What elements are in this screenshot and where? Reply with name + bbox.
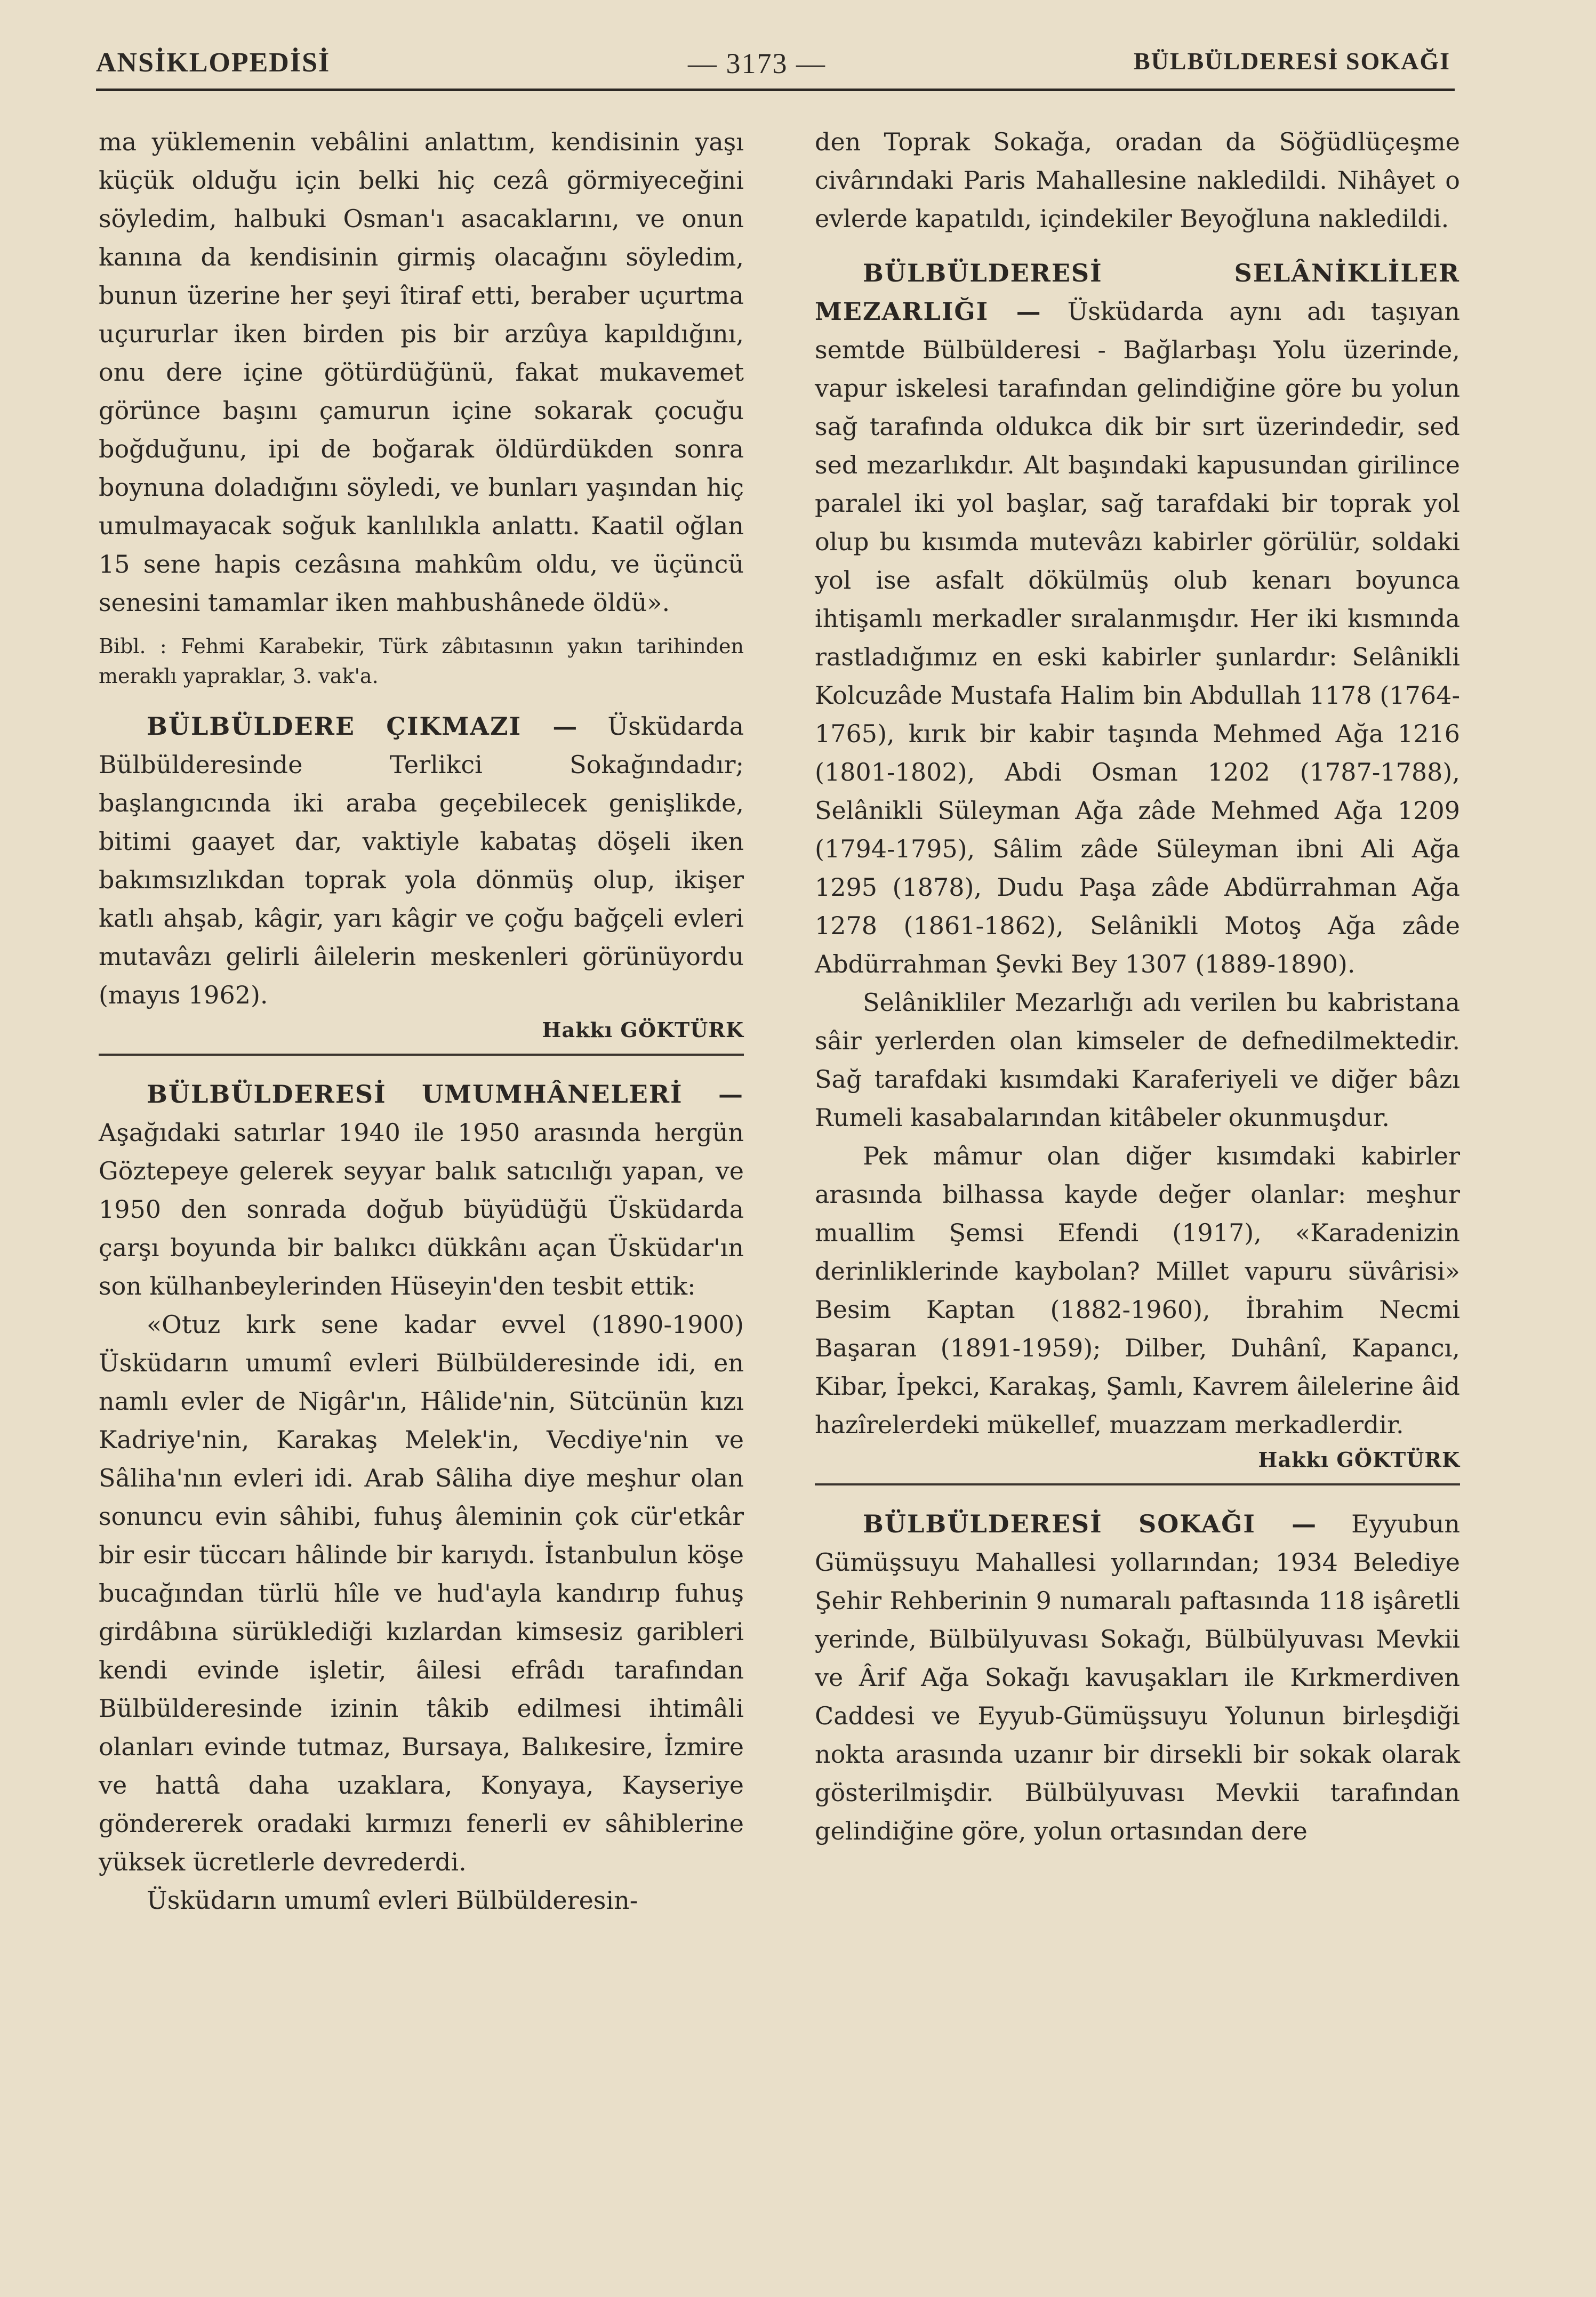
continuation-paragraph: ma yüklemenin vebâlini anlattım, kendisinin yaşı küçük olduğu için belki hiç cezâ görmiyeceğini söyledim, halbuki Osman'ı asacaklarını, ve onun kanına da kendisinin girmiş olacağını söyledim, bunun üzerine her şeyi îtiraf etti, beraber uçurtma uçururlar iken birden pis bir arzûya kapıldığını, onu dere içine götürdüğünü, fakat mukavemet görünce başını çamurun içine sokarak çocuğu boğduğunu, ipi de boğarak öldürdükden sonra boynuna doladığını söyledi, ve bunları yaşından hiç umulmayacak soğuk kanlılıkla anlattı. Kaatil oğlan 15 sene hapis cezâsına mahkûm oldu, ve üçüncü senesini tamamlar iken mahbushânede öldü». — [99, 127, 744, 617]
body-paragraph: Pek mâmur olan diğer kısımdaki kabirler arasında bilhassa kayde değer olanlar: meşhur muallim Şemsi Efendi (1917), «Karadenizin derinliklerinde kaybolan? Millet vapuru süvârisi» Besim Kaptan (1882-1960), İbrahim Necmi Başaran (1891-1959); Dilber, Duhânî, Kapancı, Kibar, İpekci, Karakaş, Şamlı, Kavrem âilelerine âid hazîrelerdeki mükellef, muazzam merkadlerdir. — [815, 1142, 1460, 1439]
body-paragraph: Selânikliler Mezarlığı adı verilen bu kabristana sâir yerlerden olan kimseler de defnedilmektedir. Sağ tarafdaki kısımdaki Karaferiyeli ve diğer bâzı Rumeli kasabalarından kitâbeler okunmuşdur. — [815, 988, 1460, 1132]
entry-text: Üsküdarda aynı adı taşıyan semtde Bülbülderesi - Bağlarbaşı Yolu üzerinde, vapur iskelesi tarafından gelindiğine göre bu yolun sağ tarafında oldukca dik bir sırt üzerindedir, sed sed mezarlıkdır. Alt başındaki kapusundan girilince paralel iki yol başlar, sağ tarafdaki bir toprak yol olup bu kısımda mutevâzı kabirler görülür, soldaki yol ise asfalt dökülmüş olub kenarı boyunca ihtişamlı merkadler sıralanmışdır. Her iki kısmında rastladığımız en eski kabirler şunlardır: Selânikli Kolcuzâde Mustafa Halim bin Abdullah 1178 (1764-1765), kırık bir kabir taşında Mehmed Ağa 1216 (1801-1802), Abdi Osman 1202 (1787-1788), Selânikli Süleyman Ağa zâde Mehmed Ağa 1209 (1794-1795), Sâlim zâde Süleyman ibni Ali Ağa 1295 (1878), Dudu Paşa zâde Abdürrahman Ağa 1278 (1861-1862), Selânikli Motoş Ağa zâde Abdürrahman Şevki Bey 1307 (1889-1890). — [815, 297, 1461, 978]
bibliography: Bibl. : Fehmi Karabekir, Türk zâbıtasının yakın tarihinden meraklı yapraklar, 3. vak'a. — [99, 635, 744, 688]
entry-headword: BÜLBÜLDERESİ UMUMHÂNELERİ — — [147, 1080, 744, 1109]
entry-bulbulderesi-sokagi — [815, 1505, 1460, 1850]
left-column — [99, 123, 744, 1919]
entry-text: Üsküdarda Bülbülderesinde Terlikci Sokağındadır; başlangıcında iki araba geçebilecek genişlikde, bitimi gaayet dar, vaktiyle kabataş döşeli iken bakımsızlıkdan toprak yola dönmüş olup, ikişer katlı ahşab, kâgir, yarı kâgir ve çoğu bağçeli evleri mutavâzı gelirli âilelerin meskenleri görünüyordu (mayıs 1962). — [99, 712, 744, 1009]
continuation-paragraph: den Toprak Sokağa, oradan da Söğüdlüçeşme civârındaki Paris Mahallesine nakledildi. Nihâyet o evlerde kapatıldı, içindekiler Beyoğluna nakledildi. — [815, 127, 1460, 233]
entry-divider — [815, 1483, 1460, 1485]
entry-bulbuldere-cikmazi — [99, 707, 744, 1014]
entry-text: Eyyubun Gümüşsuyu Mahallesi yollarından; 1934 Belediye Şehir Rehberinin 9 numaralı paftasında 118 işâretli yerinde, Bülbülyuvası Sokağı, Bülbülyuvası Mevkii ve Ârif Ağa Sokağı kavuşakları ile Kırkmerdiven Caddesi ve Eyyub-Gümüşsuyu Yolunun birleşdiği nokta arasında uzanır bir dirsekli bir sokak olarak gösterilmişdir. Bülbülyuvası Mevkii tarafından gelindiğine göre, yolun ortasından dere — [815, 1509, 1460, 1845]
entry-umumhaneler — [99, 1075, 744, 1305]
entry-divider — [99, 1054, 744, 1056]
entry-text: Aşağıdaki satırlar 1940 ile 1950 arasında hergün Göztepeye gelerek seyyar balık satıcılığı yapan, ve 1950 den sonrada doğub büyüdüğü Üsküdarda çarşı boyunda bir balıkcı dükkânı açan Üsküdar'ın son külhanbeylerinden Hüseyin'den tesbit ettik: — [99, 1118, 744, 1300]
entry-headword: BÜLBÜLDERESİ SOKAĞI — — [863, 1509, 1318, 1538]
closing-paragraph: Üsküdarın umumî evleri Bülbülderesin- — [147, 1886, 638, 1915]
right-column — [815, 123, 1460, 1850]
quote-paragraph: «Otuz kırk sene kadar evvel (1890-1900) Üsküdarın umumî evleri Bülbülderesinde idi, en namlı evler de Nigâr'ın, Hâlide'nin, Sütcünün kızı Kadriye'nin, Karakaş Melek'in, Vecdiye'nin ve Sâliha'nın evleri idi. Arab Sâliha diye meşhur olan sonuncu evin sâhibi, fuhuş âleminin çok cür'etkâr bir esir tüccarı hâlinde bir karıydı. İstanbulun köşe bucağından türlü hîle ve hud'ayla kandırıp fuhuş girdâbına sürüklediği kızlardan kimsesiz garibleri kendi evinde işletir, âilesi efrâdı tarafından Bülbülderesinde izinin tâkib edilmesi ihtimâli olanları evinde tutmaz, Bursaya, Balıkesire, İzmire ve hattâ daha uzaklara, Konyaya, Kayseriye göndererek oradaki kırmızı fenerli ev sâhiblerine yüksek ücretlerle devrederdi. — [99, 1310, 744, 1876]
entry-selanikliler-mezarligi — [815, 254, 1460, 983]
author-signature: Hakkı GÖKTÜRK — [542, 1018, 744, 1042]
author-signature: Hakkı GÖKTÜRK — [1258, 1448, 1460, 1472]
running-title-right: BÜLBÜLDERESİ SOKAĞI — [1134, 47, 1450, 75]
page-header — [96, 42, 1450, 84]
entry-headword: BÜLBÜLDERE ÇIKMAZI — — [147, 712, 579, 741]
header-rule — [96, 89, 1455, 91]
running-title-left: ANSİKLOPEDİSİ — [96, 47, 331, 78]
entry-headword: BÜLBÜLDERESİ SELÂNİKLİLER MEZARLIĞI — — [815, 259, 1460, 326]
page-number: — 3173 — — [688, 47, 826, 79]
